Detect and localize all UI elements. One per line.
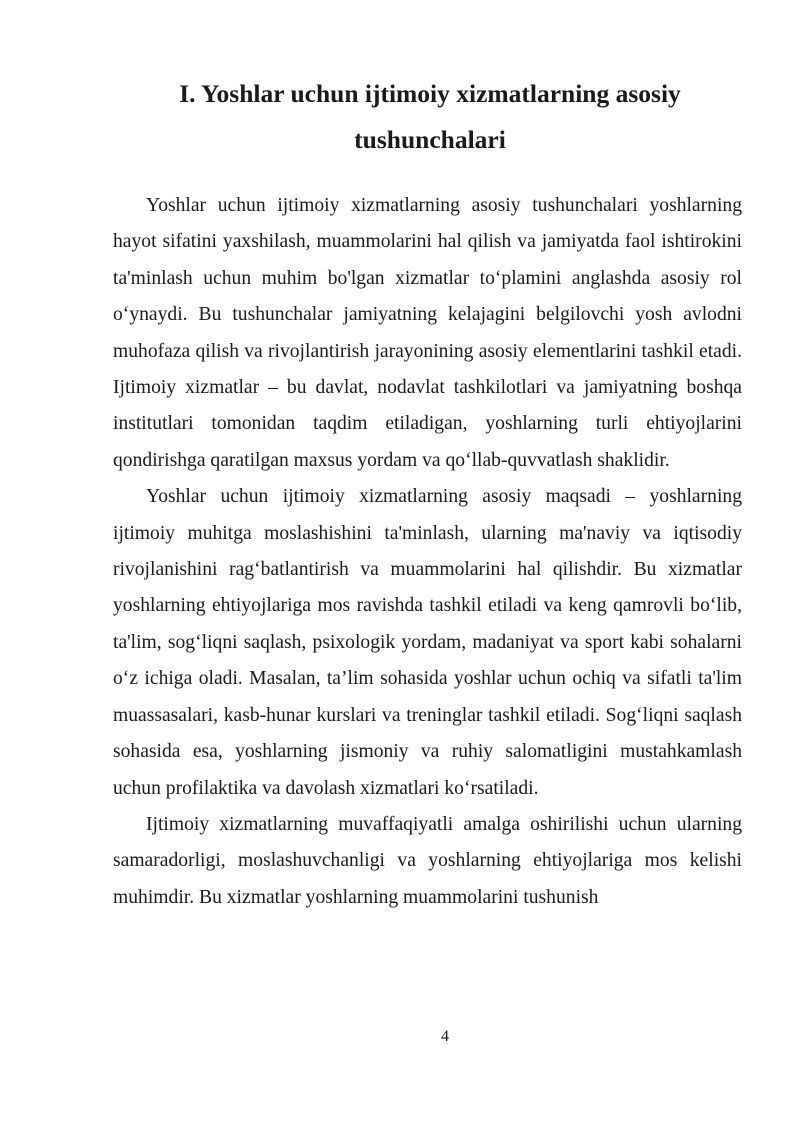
section-title: I. Yoshlar uchun ijtimoiy xizmatlarning asosiy tushunchalari (179, 79, 681, 154)
paragraph-1: Yoshlar uchun ijtimoiy xizmatlarning asosiy tushunchalari yoshlarning hayot sifatini yaxshilash, muammolarini hal qilish va jamiyatda faol ishtirokini ta'minlash uchun muhim bo'lgan xizmatlar to‘plamini anglashda asosiy rol o‘ynaydi. Bu tushunchalar jamiyatning kelajagini belgilovchi yosh avlodni muhofaza qilish va rivojlantirish jarayonining asosiy elementlarini tashkil etadi. Ijtimoiy xizmatlar – bu davlat, nodavlat tashkilotlari va jamiyatning boshqa institutlari tomonidan taqdim etiladigan, yoshlarning turli ehtiyojlarini qondirishga qaratilgan maxsus yordam va qo‘llab-quvvatlash shaklidir. (113, 195, 742, 471)
page-number: 4 (441, 1028, 449, 1045)
paragraph-2: Yoshlar uchun ijtimoiy xizmatlarning asosiy maqsadi – yoshlarning ijtimoiy muhitga moslashishini ta'minlash, ularning ma'naviy va iqtisodiy rivojlanishini rag‘batlantirish va muammolarini hal qilishdir. Bu xizmatlar yoshlarning ehtiyojlariga mos ravishda tashkil etiladi va keng qamrovli bo‘lib, ta'lim, sog‘liqni saqlash, psixologik yordam, madaniyat va sport kabi sohalarni o‘z ichiga oladi. Masalan, ta’lim sohasida yoshlar uchun ochiq va sifatli ta'lim muassasalari, kasb-hunar kurslari va treninglar tashkil etiladi. Sog‘liqni saqlash sohasida esa, yoshlarning jismoniy va ruhiy salomatligini mustahkamlash uchun profilaktika va davolash xizmatlari ko‘rsatiladi. (113, 486, 742, 799)
paragraph-3: Ijtimoiy xizmatlarning muvaffaqiyatli amalga oshirilishi uchun ularning samaradorligi, moslashuvchanligi va yoshlarning ehtiyojlariga mos kelishi muhimdir. Bu xizmatlar yoshlarning muammolarini tushunish (113, 813, 742, 908)
body-text (113, 188, 742, 916)
